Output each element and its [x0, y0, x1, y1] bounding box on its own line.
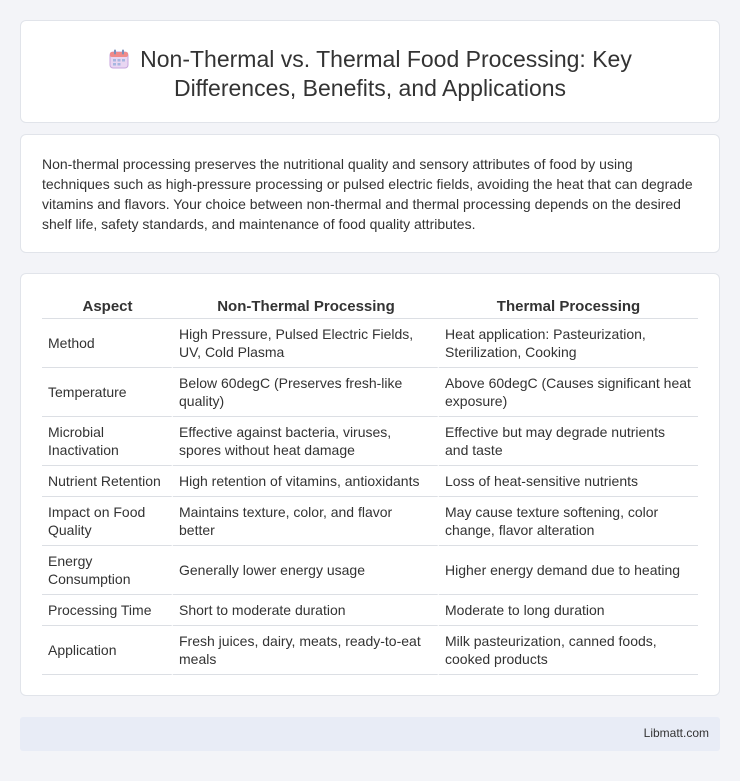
row-non-thermal: Below 60degC (Preserves fresh-like quality) — [173, 368, 439, 417]
row-thermal: Heat application: Pasteurization, Sterilization, Cooking — [439, 319, 698, 368]
page-title-text: Non-Thermal vs. Thermal Food Processing: Key Differences, Benefits, and Applications — [140, 46, 632, 101]
footer-bar — [20, 717, 720, 751]
row-thermal: Higher energy demand due to heating — [439, 546, 698, 595]
row-aspect: Temperature — [42, 368, 173, 417]
row-thermal: Loss of heat-sensitive nutrients — [439, 466, 698, 497]
header-aspect: Aspect — [42, 294, 173, 319]
row-non-thermal: Short to moderate duration — [173, 595, 439, 626]
table-row — [42, 595, 698, 626]
calendar-icon — [108, 48, 130, 70]
row-non-thermal: Effective against bacteria, viruses, spores without heat damage — [173, 417, 439, 466]
footer-site-link[interactable]: Libmatt.com — [643, 726, 709, 740]
table-row — [42, 497, 698, 546]
table-header-row — [42, 294, 698, 319]
row-non-thermal: High Pressure, Pulsed Electric Fields, UV, Cold Plasma — [173, 319, 439, 368]
row-thermal: Moderate to long duration — [439, 595, 698, 626]
title-wrap — [21, 45, 719, 103]
row-thermal: May cause texture softening, color change, flavor alteration — [439, 497, 698, 546]
row-aspect: Impact on Food Quality — [42, 497, 173, 546]
row-non-thermal: Generally lower energy usage — [173, 546, 439, 595]
table-row — [42, 466, 698, 497]
comparison-card — [20, 273, 720, 696]
row-aspect: Nutrient Retention — [42, 466, 173, 497]
table-row — [42, 319, 698, 368]
table-row — [42, 546, 698, 595]
row-aspect: Processing Time — [42, 595, 173, 626]
table-row — [42, 417, 698, 466]
table-row — [42, 626, 698, 675]
row-non-thermal: Maintains texture, color, and flavor better — [173, 497, 439, 546]
row-non-thermal: Fresh juices, dairy, meats, ready-to-eat meals — [173, 626, 439, 675]
row-aspect: Energy Consumption — [42, 546, 173, 595]
row-aspect: Method — [42, 319, 173, 368]
row-thermal: Effective but may degrade nutrients and taste — [439, 417, 698, 466]
row-aspect: Microbial Inactivation — [42, 417, 173, 466]
intro-paragraph: Non-thermal processing preserves the nutritional quality and sensory attributes of food by using techniques such as high-pressure processing or pulsed electric fields, avoiding the heat that can degrade vitamins and flavors. Your choice between non-thermal and thermal processing depends on the desired shelf life, safety standards, and maintenance of food quality attributes. — [42, 156, 693, 232]
header-non-thermal: Non-Thermal Processing — [173, 294, 439, 319]
row-thermal: Milk pasteurization, canned foods, cooked products — [439, 626, 698, 675]
page-title — [60, 45, 680, 103]
comparison-table — [42, 294, 698, 675]
intro-card — [20, 134, 720, 253]
row-thermal: Above 60degC (Causes significant heat exposure) — [439, 368, 698, 417]
table-row — [42, 368, 698, 417]
header-thermal: Thermal Processing — [439, 294, 698, 319]
row-non-thermal: High retention of vitamins, antioxidants — [173, 466, 439, 497]
title-card — [20, 20, 720, 123]
row-aspect: Application — [42, 626, 173, 675]
